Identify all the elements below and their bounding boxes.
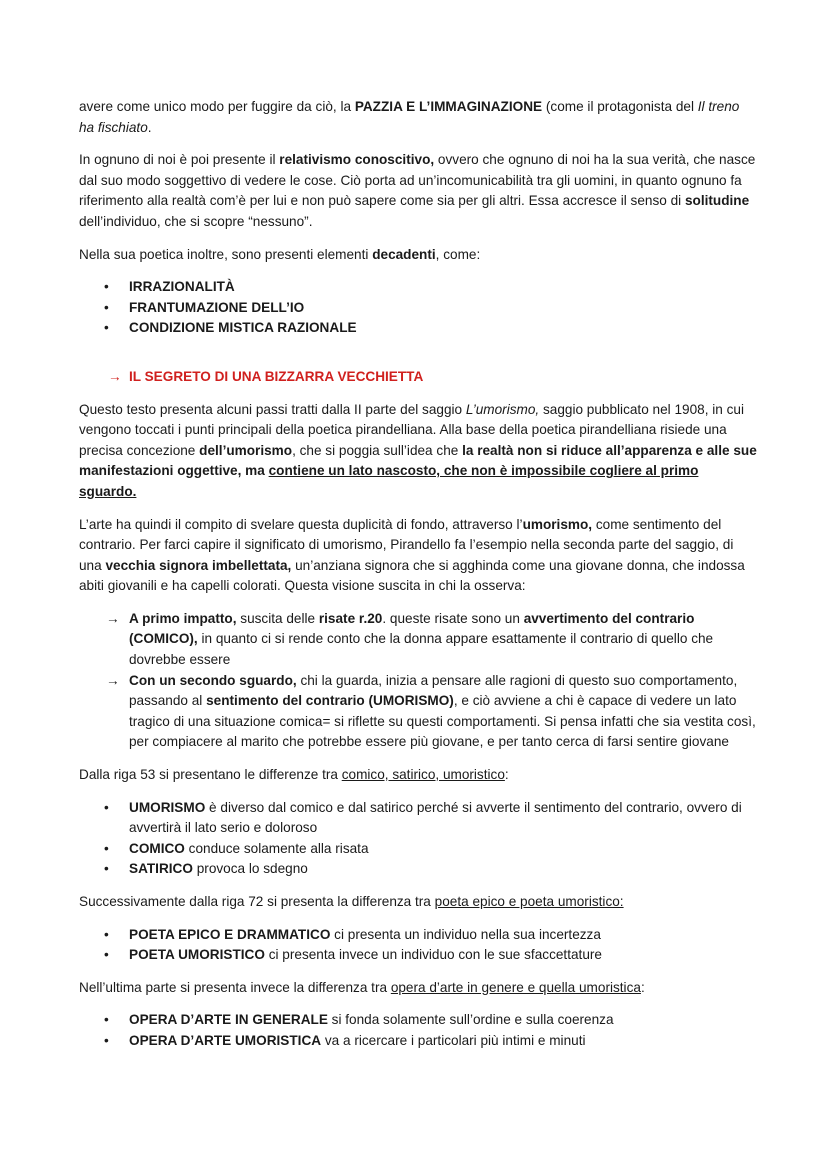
bullet-icon: • [104, 299, 109, 315]
arrow-right-icon: → [106, 672, 120, 688]
list-item: • UMORISMO è diverso dal comico e dal satirico perché si avverte il sentimento del contrario, ovvero di avvertirà il lato serio e doloroso [104, 799, 742, 836]
paragraph-pazzia: avere come unico modo per fuggire da ciò, la PAZZIA E L’IMMAGINAZIONE (come il protagonista del Il treno ha fischiato. [79, 99, 740, 135]
bullet-icon: • [104, 861, 109, 877]
list-poeta [79, 925, 758, 966]
list-arrow-points [79, 609, 758, 753]
paragraph-ultima-parte: Nell’ultima parte si presenta invece la differenza tra opera d’arte in genere e quella umoristica: [79, 979, 645, 995]
bullet-icon: • [104, 799, 109, 815]
list-item: • IRRAZIONALITÀ [79, 277, 758, 298]
bullet-icon: • [104, 320, 109, 336]
list-opera-arte [79, 1010, 758, 1051]
list-item: • FRANTUMAZIONE DELL’IO [79, 298, 758, 319]
list-comico-satirico [79, 798, 758, 880]
list-item: • OPERA D’ARTE UMORISTICA va a ricercare i particolari più intimi e minuti [79, 1031, 758, 1052]
paragraph-riga-53: Dalla riga 53 si presentano le differenze tra comico, satirico, umoristico: [79, 767, 509, 783]
list-item: • OPERA D’ARTE IN GENERALE si fonda solamente sull’ordine e sulla coerenza [79, 1010, 758, 1031]
bullet-icon: • [104, 840, 109, 856]
bullet-icon: • [104, 1012, 109, 1028]
bullet-icon: • [104, 947, 109, 963]
list-item: • SATIRICO provoca lo sdegno [79, 859, 758, 880]
arrow-right-icon: → [108, 368, 122, 384]
paragraph-relativismo: In ognuno di noi è poi presente il relativismo conoscitivo, ovvero che ognuno di noi ha la sua verità, che nasce dal suo modo soggettivo di vedere le cose. Ciò porta ad un’incomunicabilità tra gli uomini, in quanto ognuno fa riferimento alla realtà com’è per lui e non può sapere come sia per gli altri. Essa accresce il senso di solitudine dell’individuo, che si scopre “nessuno”. [79, 152, 756, 229]
list-item: → Con un secondo sguardo, chi la guarda, inizia a pensare alle ragioni di questo suo comportamento, passando al sentimento del contrario (UMORISMO), e ciò avviene a chi è capace di vedere un lato tragico di una situazione comica= si riflette su questi comportamenti. Si pensa infatti che sia vestita così, per compiacere al marito che potrebbe essere più giovane, e per tanto cerca di farsi sentire giovane [106, 672, 756, 750]
paragraph-decadenti: Nella sua poetica inoltre, sono presenti elementi decadenti, come: [79, 246, 481, 262]
bullet-icon: • [104, 279, 109, 295]
bullet-icon: • [104, 926, 109, 942]
paragraph-umorismo-intro: Questo testo presenta alcuni passi tratti dalla II parte del saggio L’umorismo, saggio pubblicato nel 1908, in cui vengono toccati i punti principali della poetica pirandelliana. Alla base della poetica pirandelliana risiede una precisa concezione dell’umorismo, che si poggia sull’idea che la realtà non si riduce all’apparenza e alle sue manifestazioni oggettive, ma contiene un lato nascosto, che non è impossibile cogliere al primo sguardo. [79, 401, 757, 499]
paragraph-vecchia-signora: L’arte ha quindi il compito di svelare questa duplicità di fondo, attraverso l’umorismo, come sentimento del contrario. Per farci capire il significato di umorismo, Pirandello fa l’esempio nella seconda parte del saggio, di una vecchia signora imbellettata, un’anziana signora che si agghinda come una giovane donna, che indossa abiti giovanili e ha capelli colorati. Questa visione suscita in chi la osserva: [79, 516, 745, 594]
arrow-right-icon: → [106, 610, 120, 626]
paragraph-riga-72: Successivamente dalla riga 72 si presenta la differenza tra poeta epico e poeta umoristico: [79, 894, 624, 909]
list-decadent-elements [79, 277, 758, 339]
section-heading: → IL SEGRETO DI UNA BIZZARRA VECCHIETTA [79, 367, 758, 388]
list-item: • POETA EPICO E DRAMMATICO ci presenta un individuo nella sua incertezza [79, 925, 758, 946]
list-item: • CONDIZIONE MISTICA RAZIONALE [79, 318, 758, 339]
list-item: • POETA UMORISTICO ci presenta invece un individuo con le sue sfaccettature [79, 945, 758, 966]
bullet-icon: • [104, 1032, 109, 1048]
list-item: → A primo impatto, suscita delle risate r.20. queste risate sono un avvertimento del contrario (COMICO), in quanto ci si rende conto che la donna appare esattamente il contrario di quello che dovrebbe essere [106, 610, 714, 668]
list-item: • COMICO conduce solamente alla risata [79, 839, 758, 860]
